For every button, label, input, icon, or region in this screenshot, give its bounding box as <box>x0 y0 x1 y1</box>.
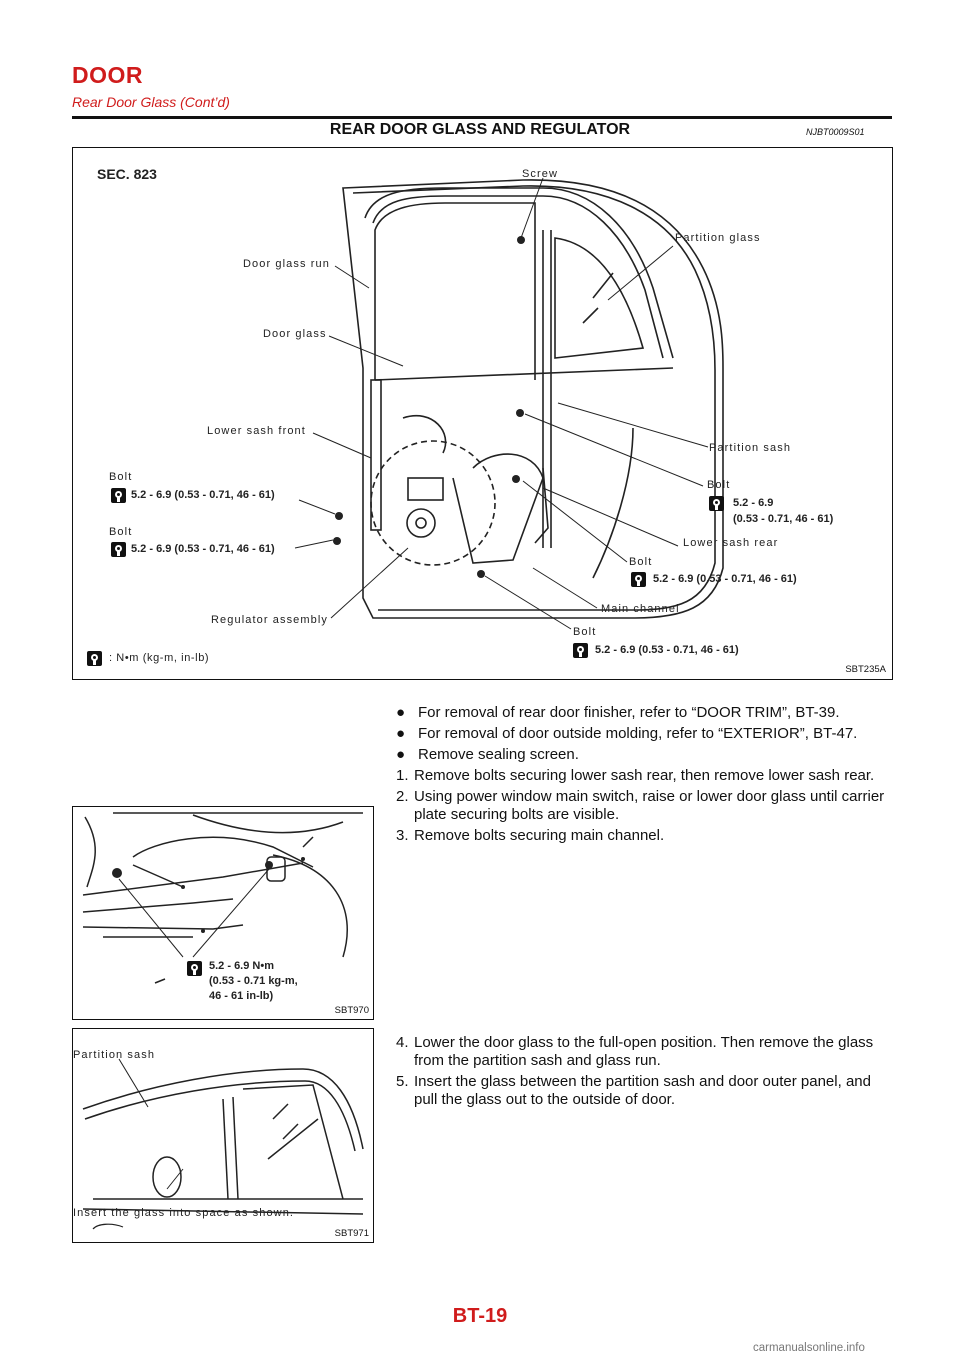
label-regulator-assembly: Regulator assembly <box>211 614 329 626</box>
torque-value-right-2: 5.2 - 6.9 (0.53 - 0.71, 46 - 61) <box>653 573 797 585</box>
steps-1-3 <box>396 767 894 845</box>
torque-wrench-icon <box>709 496 724 511</box>
step-text: Using power window main switch, raise or lower door glass until carrier plate securing bolts are visible. <box>414 788 885 823</box>
label-bolt-right-1: Bolt <box>707 479 731 491</box>
step-number: 3. <box>396 827 409 844</box>
label-partition-sash: Partition sash <box>709 442 792 454</box>
torque-wrench-icon <box>187 961 202 976</box>
label-insert-glass: Insert the glass into space as shown. <box>73 1207 295 1219</box>
bullet-mark: ● <box>396 704 406 721</box>
figure-id: SBT970 <box>334 1005 369 1016</box>
step-text: Lower the door glass to the full-open position. Then remove the glass from the partition sash and glass run. <box>414 1034 874 1069</box>
torque-wrench-icon <box>87 651 102 666</box>
instruction-list-1 <box>396 704 894 848</box>
bullet-mark: ● <box>396 746 406 763</box>
step-number: 5. <box>396 1073 409 1090</box>
bullet-text: Remove sealing screen. <box>418 746 579 763</box>
step-text: Remove bolts securing main channel. <box>414 827 665 844</box>
step-number: 4. <box>396 1034 409 1051</box>
torque-unit-legend: : N•m (kg-m, in-lb) <box>109 652 210 664</box>
step-number: 2. <box>396 788 409 805</box>
torque-line-2: (0.53 - 0.71 kg-m, <box>209 975 298 987</box>
step-item <box>396 1034 894 1070</box>
page-header-title: DOOR <box>72 62 143 88</box>
figure-main-channel-bolts <box>72 806 374 1020</box>
sec-number: SEC. 823 <box>97 166 157 182</box>
bullet-item <box>396 725 894 743</box>
torque-wrench-icon <box>631 572 646 587</box>
bullet-item <box>396 704 894 722</box>
step-item <box>396 1073 894 1109</box>
label-lower-sash-rear: Lower sash rear <box>683 537 779 549</box>
label-door-glass: Door glass <box>263 328 327 340</box>
label-bolt-right-2: Bolt <box>629 556 653 568</box>
door-diagram-drawing <box>73 148 892 679</box>
figure-glass-removal <box>72 1028 374 1243</box>
label-bolt-bottom: Bolt <box>573 626 597 638</box>
section-title: REAR DOOR GLASS AND REGULATOR <box>329 121 631 138</box>
figure-door-glass-regulator <box>72 147 893 680</box>
bullet-item <box>396 746 894 764</box>
torque-value-right-1b: (0.53 - 0.71, 46 - 61) <box>733 513 834 525</box>
bullet-text: For removal of rear door finisher, refer to “DOOR TRIM”, BT-39. <box>418 704 840 721</box>
label-main-channel: Main channel <box>601 603 680 615</box>
label-partition-sash: Partition sash <box>73 1049 156 1061</box>
step-item <box>396 827 894 845</box>
label-screw: Screw <box>522 168 559 180</box>
steps-4-5 <box>396 1034 894 1112</box>
bullet-mark: ● <box>396 725 406 742</box>
step-item <box>396 767 894 785</box>
torque-line-1: 5.2 - 6.9 N•m <box>209 960 274 972</box>
torque-value-right-1a: 5.2 - 6.9 <box>733 497 774 509</box>
section-code: NJBT0009S01 <box>806 127 865 137</box>
step-item <box>396 788 894 824</box>
torque-value-bottom: 5.2 - 6.9 (0.53 - 0.71, 46 - 61) <box>595 644 739 656</box>
figure-id: SBT971 <box>334 1228 369 1239</box>
torque-line-3: 46 - 61 in-lb) <box>209 990 274 1002</box>
page-number: BT-19 <box>452 1305 508 1327</box>
page-header-subtitle: Rear Door Glass (Cont’d) <box>72 94 230 110</box>
torque-wrench-icon <box>111 542 126 557</box>
torque-value-left-1: 5.2 - 6.9 (0.53 - 0.71, 46 - 61) <box>131 489 275 501</box>
figure-id: SBT235A <box>845 664 886 675</box>
label-partition-glass: Partition glass <box>675 232 761 244</box>
header-rule <box>72 116 892 119</box>
label-bolt-left-1: Bolt <box>109 471 133 483</box>
step-text: Insert the glass between the partition sash and door outer panel, and pull the glass out to the outside of door. <box>414 1073 871 1108</box>
step-text: Remove bolts securing lower sash rear, then remove lower sash rear. <box>414 767 875 784</box>
torque-wrench-icon <box>111 488 126 503</box>
torque-wrench-icon <box>573 643 588 658</box>
label-lower-sash-front: Lower sash front <box>207 425 306 437</box>
bullet-text: For removal of door outside molding, refer to “EXTERIOR”, BT-47. <box>418 725 858 742</box>
label-door-glass-run: Door glass run <box>243 258 330 270</box>
label-bolt-left-2: Bolt <box>109 526 133 538</box>
main-channel-bolts-drawing <box>73 807 373 1019</box>
step-number: 1. <box>396 767 409 784</box>
watermark: carmanualsonline.info <box>753 1342 865 1354</box>
torque-value-left-2: 5.2 - 6.9 (0.53 - 0.71, 46 - 61) <box>131 543 275 555</box>
